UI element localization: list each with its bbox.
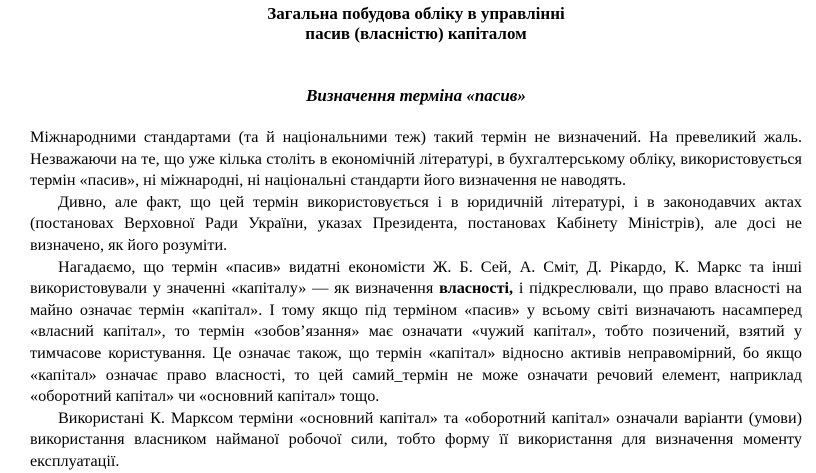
paragraph-3-start: Нагадаємо, що термін «пасив» видатні економісти Ж. Б. Сей, А. Сміт, Д. Рікардо, К. Маркс та інші використовували у значенні «капіталу» — як визначення [30,257,802,298]
paragraph-3-bold-term: власності, [439,279,514,298]
paragraph-4: Використані К. Марксом терміни «основний капітал» та «оборотний капітал» означали варіанти (умови) використання власником найманої робочої сили, тобто форму її використання для визначення моменту експлуатації. [30,408,802,470]
document-title [30,4,802,44]
paragraph-3-end: і підкреслювали, що право власності на майно означає термін «капітал». І тому якщо під терміном «пасив» у всьому світі визначають насамперед «власний капітал», то термін «зобов’язання» має означати «чужий капітал», тобто позичений, взятий у тимчасове користування. Це означає також, що термін «капітал» відносно активів неправомірний, бо якщо «капітал» означає право власності, то цей самий_термін не може означати речовий елемент, наприклад «оборотний капітал» чи «основний капітал» тощо. [30,279,802,406]
title-line-1: Загальна побудова обліку в управлінні [267,4,565,23]
paragraph-3 [30,257,802,408]
section-heading: Визначення терміна «пасив» [306,86,526,105]
paragraph-1: Міжнародними стандартами (та й національними теж) такий термін не визначений. На превеликий жаль. Незважаючи на те, що уже кілька століть в економічній літературі, в бухгалтерському обліку, використовується термін «пасив», ні міжнародні, ні національні стандарти його визначення не наводять. [30,128,802,190]
title-line-2: пасив (власністю) капіталом [305,24,527,43]
body-text [30,127,802,473]
paragraph-2: Дивно, але факт, що цей термін використовується і в юридичній літературі, і в законодавчих актах (постановах Верховної Ради України, указах Президента, постановах Кабінету Міністрів), але досі не визначено, як його розуміти. [30,192,802,254]
